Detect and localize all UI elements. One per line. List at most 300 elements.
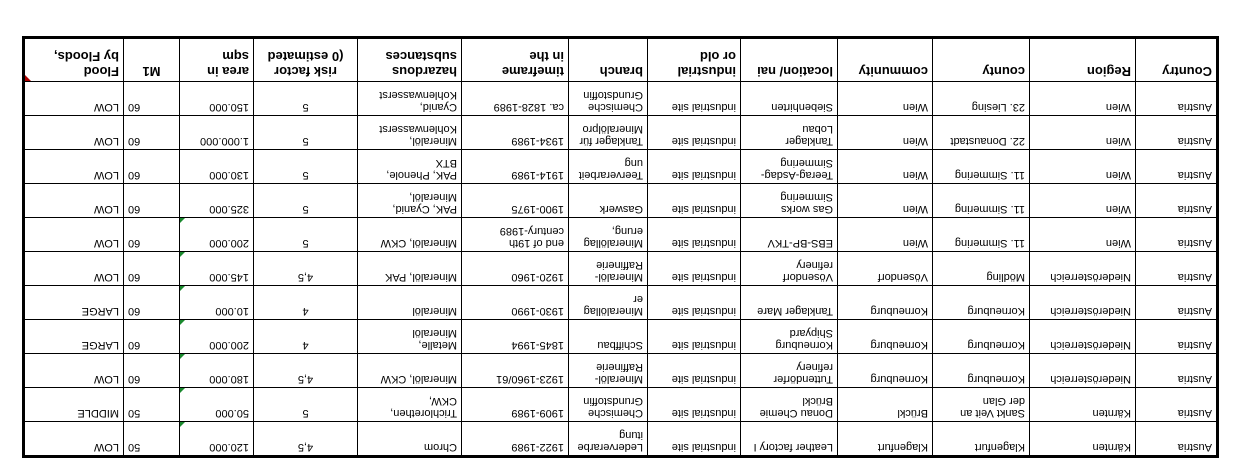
cell-community[interactable] [838, 320, 933, 354]
cell-community[interactable] [838, 150, 933, 184]
cell-area[interactable] [180, 82, 254, 116]
cell-location[interactable] [741, 150, 838, 184]
cell-flood[interactable] [24, 286, 124, 320]
cell-text: 4 [302, 305, 309, 317]
cell-text: 60 [128, 203, 141, 215]
cell-region[interactable] [1030, 422, 1136, 457]
cell-text: industrial site [671, 407, 736, 419]
cell-region[interactable] [1030, 388, 1136, 422]
cell-text: Brückl [897, 407, 928, 419]
cell-text: Tanklager Mare [757, 305, 833, 317]
cell-text: PAK, Cyanid, [392, 203, 457, 215]
cell-text: 60 [128, 169, 141, 181]
cell-text: er [633, 293, 643, 305]
cell-risk-factor[interactable] [254, 354, 358, 388]
cell-community[interactable] [838, 82, 933, 116]
cell-location[interactable] [741, 116, 838, 150]
column-header-flood[interactable] [24, 38, 124, 82]
cell-text: Grundstoffin [583, 395, 643, 407]
cell-location[interactable] [741, 354, 838, 388]
cell-area[interactable] [180, 218, 254, 252]
cell-text: Niederösterreich [1050, 373, 1131, 385]
cell-text: Korneuburg [870, 339, 928, 351]
cell-risk-factor[interactable] [254, 320, 358, 354]
cell-location[interactable] [741, 286, 838, 320]
cell-text: Wien [902, 203, 928, 215]
cell-branch[interactable] [569, 320, 648, 354]
cell-text: Korneuburg [775, 339, 833, 351]
cell-text: 60 [128, 237, 141, 249]
cell-text: Siebenhirten [771, 101, 833, 113]
cell-text: Austria [1177, 339, 1212, 351]
cell-flood[interactable] [24, 184, 124, 218]
header-text: location/ nai [757, 64, 833, 79]
cell-county[interactable] [933, 218, 1030, 252]
cell-location[interactable] [741, 252, 838, 286]
cell-text: 1920-1960 [511, 271, 564, 283]
cell-text: Tuttendörfer [773, 373, 833, 385]
cell-industrial[interactable] [648, 184, 741, 218]
cell-text: Simmering [780, 191, 833, 203]
cell-hazardous-substances[interactable] [358, 82, 462, 116]
cell-text: 5 [302, 407, 309, 419]
cell-risk-factor[interactable] [254, 422, 358, 457]
cell-region[interactable] [1030, 218, 1136, 252]
cell-country[interactable] [1136, 184, 1218, 218]
cell-m1[interactable] [124, 218, 180, 252]
cell-text: industrial site [671, 305, 736, 317]
cell-region[interactable] [1030, 320, 1136, 354]
cell-text: Raffinerie [596, 259, 643, 271]
cell-county[interactable] [933, 184, 1030, 218]
header-text: (0 estimated [267, 49, 344, 64]
cell-timeframe[interactable] [462, 252, 569, 286]
cell-country[interactable] [1136, 82, 1218, 116]
cell-hazardous-substances[interactable] [358, 422, 462, 457]
column-header-region[interactable] [1030, 38, 1136, 82]
cell-flood[interactable] [24, 218, 124, 252]
cell-text: 60 [128, 373, 141, 385]
table-row [24, 286, 1218, 320]
table-row [24, 150, 1218, 184]
cell-timeframe[interactable] [462, 422, 569, 457]
column-header-community[interactable] [838, 38, 933, 82]
cell-text: 200.000 [209, 237, 249, 249]
cell-area[interactable] [180, 354, 254, 388]
column-header-hazardous-substances[interactable] [358, 38, 462, 82]
cell-timeframe[interactable] [462, 354, 569, 388]
cell-area[interactable] [180, 252, 254, 286]
column-header-country[interactable] [1136, 38, 1218, 82]
cell-text: Metalle, [418, 339, 457, 351]
cell-text: Korneuburg [967, 339, 1025, 351]
cell-flood[interactable] [24, 422, 124, 457]
cell-hazardous-substances[interactable] [358, 184, 462, 218]
cell-text: 200.000 [209, 339, 249, 351]
cell-branch[interactable] [569, 116, 648, 150]
cell-text: Kärnten [1092, 407, 1131, 419]
cell-industrial[interactable] [648, 150, 741, 184]
cell-timeframe[interactable] [462, 388, 569, 422]
cell-text: Tanklager für [579, 135, 643, 147]
cell-text: Klagenfurt [877, 441, 928, 453]
header-text: in the [529, 49, 564, 64]
cell-text: Korneuburg [870, 305, 928, 317]
cell-timeframe[interactable] [462, 82, 569, 116]
cell-branch[interactable] [569, 354, 648, 388]
cell-text: Tanklager [785, 135, 833, 147]
cell-location[interactable] [741, 422, 838, 457]
cell-region[interactable] [1030, 252, 1136, 286]
cell-industrial[interactable] [648, 320, 741, 354]
cell-text: Mineralöl, CKW [380, 237, 457, 249]
cell-text: Lobau [802, 123, 833, 135]
cell-text: 5 [302, 135, 309, 147]
cell-text: Chrom [423, 441, 457, 453]
table-row [24, 320, 1218, 354]
column-header-area[interactable] [180, 38, 254, 82]
table-row [24, 388, 1218, 422]
cell-text: CKW, [428, 395, 457, 407]
cell-text: 325.000 [209, 203, 249, 215]
cell-text: 1909-1989 [511, 407, 564, 419]
cell-flood[interactable] [24, 252, 124, 286]
cell-hazardous-substances[interactable] [358, 116, 462, 150]
cell-community[interactable] [838, 422, 933, 457]
cell-county[interactable] [933, 422, 1030, 457]
cell-branch[interactable] [569, 388, 648, 422]
cell-branch[interactable] [569, 184, 648, 218]
cell-industrial[interactable] [648, 354, 741, 388]
cell-text: Raffinerie [596, 361, 643, 373]
cell-text: Wien [902, 135, 928, 147]
cell-country[interactable] [1136, 422, 1218, 457]
cell-risk-factor[interactable] [254, 116, 358, 150]
table-row [24, 82, 1218, 116]
cell-text: Austria [1177, 237, 1212, 249]
cell-text: ung [624, 157, 643, 169]
cell-text: 5 [302, 237, 309, 249]
cell-text: 1900-1975 [511, 203, 564, 215]
cell-region[interactable] [1030, 354, 1136, 388]
cell-text: Cyanid, [419, 101, 457, 113]
cell-branch[interactable] [569, 218, 648, 252]
cell-text: Mineralöl- [594, 373, 643, 385]
cell-community[interactable] [838, 388, 933, 422]
cell-text: 1914-1989 [511, 169, 564, 181]
cell-text: industrial site [671, 101, 736, 113]
cell-text: 60 [128, 101, 141, 113]
cell-hazardous-substances[interactable] [358, 218, 462, 252]
cell-industrial[interactable] [648, 422, 741, 457]
cell-flood[interactable] [24, 150, 124, 184]
cell-hazardous-substances[interactable] [358, 320, 462, 354]
cell-text: EBS-BP-TKV [767, 237, 833, 249]
cell-community[interactable] [838, 116, 933, 150]
cell-hazardous-substances[interactable] [358, 286, 462, 320]
cell-text: BTX [435, 157, 457, 169]
cell-text: 4,5 [297, 373, 314, 385]
cell-country[interactable] [1136, 116, 1218, 150]
cell-text: Wien [1105, 135, 1131, 147]
cell-text: 180.000 [209, 373, 249, 385]
cell-text: 1845-1994 [511, 339, 564, 351]
cell-timeframe[interactable] [462, 320, 569, 354]
cell-text: Trichlorethen, [390, 407, 457, 419]
cell-area[interactable] [180, 320, 254, 354]
cell-industrial[interactable] [648, 218, 741, 252]
cell-country[interactable] [1136, 252, 1218, 286]
contaminated-sites-table [22, 36, 1219, 458]
cell-text: 5 [302, 169, 309, 181]
cell-location[interactable] [741, 82, 838, 116]
cell-area[interactable] [180, 116, 254, 150]
cell-county[interactable] [933, 320, 1030, 354]
column-header-location[interactable] [741, 38, 838, 82]
cell-industrial[interactable] [648, 286, 741, 320]
cell-m1[interactable] [124, 184, 180, 218]
cell-area[interactable] [180, 422, 254, 457]
cell-text: Mineralöllag [583, 237, 643, 249]
cell-timeframe[interactable] [462, 184, 569, 218]
cell-text: LOW [93, 169, 119, 181]
header-text: M1 [142, 64, 161, 79]
cell-text: Chemische [587, 407, 643, 419]
cell-flood[interactable] [24, 116, 124, 150]
cell-country[interactable] [1136, 388, 1218, 422]
cell-text: Mineralöl, PAK [385, 271, 457, 283]
cell-text: Austria [1177, 135, 1212, 147]
cell-timeframe[interactable] [462, 116, 569, 150]
cell-region[interactable] [1030, 286, 1136, 320]
cell-flood[interactable] [24, 82, 124, 116]
cell-location[interactable] [741, 320, 838, 354]
column-header-county[interactable] [933, 38, 1030, 82]
cell-text: 120.000 [209, 441, 249, 453]
cell-text: Sankt Veit an [960, 407, 1025, 419]
cell-branch[interactable] [569, 150, 648, 184]
cell-text: Austria [1177, 101, 1212, 113]
cell-industrial[interactable] [648, 116, 741, 150]
header-text: industrial [677, 64, 736, 79]
cell-region[interactable] [1030, 184, 1136, 218]
cell-text: 50.000 [215, 407, 249, 419]
cell-text: itung [619, 429, 643, 441]
cell-text: Austria [1177, 407, 1212, 419]
cell-region[interactable] [1030, 150, 1136, 184]
cell-risk-factor[interactable] [254, 388, 358, 422]
cell-m1[interactable] [124, 252, 180, 286]
cell-text: Vösendorf [782, 271, 833, 283]
cell-text: Simmering [780, 157, 833, 169]
cell-text: Wien [902, 169, 928, 181]
table-row [24, 422, 1218, 457]
cell-community[interactable] [838, 252, 933, 286]
cell-text: 1923-1960/61 [496, 373, 564, 385]
column-header-m1[interactable] [124, 38, 180, 82]
cell-location[interactable] [741, 184, 838, 218]
cell-risk-factor[interactable] [254, 218, 358, 252]
cell-text: 60 [128, 339, 141, 351]
cell-text: Schiffbau [597, 339, 643, 351]
cell-text: Donau Chemie [759, 407, 833, 419]
cell-text: industrial site [671, 373, 736, 385]
cell-text: Mineralöl, CKW [380, 373, 457, 385]
header-text: substances [385, 49, 457, 64]
cell-hazardous-substances[interactable] [358, 354, 462, 388]
cell-text: Mineralöl [412, 327, 457, 339]
cell-text: 10.000 [215, 305, 249, 317]
cell-m1[interactable] [124, 286, 180, 320]
column-header-risk-factor[interactable] [254, 38, 358, 82]
cell-timeframe[interactable] [462, 218, 569, 252]
cell-m1[interactable] [124, 320, 180, 354]
cell-location[interactable] [741, 218, 838, 252]
cell-text: Kärnten [1092, 441, 1131, 453]
cell-area[interactable] [180, 184, 254, 218]
cell-text: Chemische [587, 101, 643, 113]
cell-flood[interactable] [24, 354, 124, 388]
table-row [24, 116, 1218, 150]
cell-risk-factor[interactable] [254, 82, 358, 116]
cell-risk-factor[interactable] [254, 184, 358, 218]
cell-text: 145.000 [209, 271, 249, 283]
cell-text: Wien [902, 101, 928, 113]
cell-risk-factor[interactable] [254, 286, 358, 320]
cell-hazardous-substances[interactable] [358, 388, 462, 422]
cell-text: 23. Liesing [971, 101, 1025, 113]
column-header-industrial[interactable] [648, 38, 741, 82]
cell-text: 11. Simmering [954, 237, 1025, 249]
cell-text: LOW [93, 373, 119, 385]
table-row [24, 218, 1218, 252]
cell-text: 150.000 [209, 101, 249, 113]
cell-branch[interactable] [569, 252, 648, 286]
cell-hazardous-substances[interactable] [358, 150, 462, 184]
column-header-branch[interactable] [569, 38, 648, 82]
cell-industrial[interactable] [648, 388, 741, 422]
cell-country[interactable] [1136, 320, 1218, 354]
cell-text: LOW [93, 203, 119, 215]
cell-text: PAK, Phenole, [386, 169, 457, 181]
cell-text: Brückl [802, 395, 833, 407]
cell-county[interactable] [933, 116, 1030, 150]
cell-region[interactable] [1030, 116, 1136, 150]
cell-county[interactable] [933, 286, 1030, 320]
cell-branch[interactable] [569, 82, 648, 116]
cell-country[interactable] [1136, 218, 1218, 252]
cell-industrial[interactable] [648, 252, 741, 286]
cell-text: Wien [1105, 203, 1131, 215]
cell-area[interactable] [180, 388, 254, 422]
cell-county[interactable] [933, 82, 1030, 116]
header-text: Flood [83, 64, 119, 79]
cell-text: Austria [1177, 441, 1212, 453]
cell-text: 130.000 [209, 169, 249, 181]
cell-area[interactable] [180, 286, 254, 320]
cell-text: Austria [1177, 305, 1212, 317]
cell-text: Gaswerk [599, 203, 643, 215]
cell-text: LOW [93, 271, 119, 283]
table-row [24, 252, 1218, 286]
cell-county[interactable] [933, 252, 1030, 286]
cell-text: Mineralölpro [582, 123, 643, 135]
cell-timeframe[interactable] [462, 286, 569, 320]
comment-indicator-icon[interactable] [25, 75, 31, 81]
cell-m1[interactable] [124, 150, 180, 184]
cell-m1[interactable] [124, 422, 180, 457]
cell-text: 50 [128, 407, 141, 419]
cell-text: Wien [902, 237, 928, 249]
cell-branch[interactable] [569, 286, 648, 320]
cell-text: LARGE [81, 339, 119, 351]
cell-text: industrial site [671, 441, 736, 453]
cell-text: 4,5 [297, 271, 314, 283]
cell-text: industrial site [671, 203, 736, 215]
cell-county[interactable] [933, 388, 1030, 422]
cell-text: LARGE [81, 305, 119, 317]
cell-text: Mineralöl- [594, 271, 643, 283]
cell-m1[interactable] [124, 388, 180, 422]
cell-text: 1922-1989 [511, 441, 564, 453]
cell-risk-factor[interactable] [254, 252, 358, 286]
cell-county[interactable] [933, 354, 1030, 388]
cell-industrial[interactable] [648, 82, 741, 116]
cell-hazardous-substances[interactable] [358, 252, 462, 286]
cell-text: LOW [93, 135, 119, 147]
cell-county[interactable] [933, 150, 1030, 184]
cell-text: Niederösterreich [1050, 305, 1131, 317]
cell-country[interactable] [1136, 150, 1218, 184]
header-text: by Floods, [54, 49, 119, 64]
cell-region[interactable] [1030, 82, 1136, 116]
cell-text: Gas works [781, 203, 833, 215]
cell-risk-factor[interactable] [254, 150, 358, 184]
cell-text: Lederverarbe [577, 441, 643, 453]
cell-community[interactable] [838, 354, 933, 388]
cell-location[interactable] [741, 388, 838, 422]
cell-flood[interactable] [24, 388, 124, 422]
cell-timeframe[interactable] [462, 150, 569, 184]
cell-text: 50 [128, 441, 141, 453]
header-text: Country [1162, 64, 1212, 79]
header-text: risk factor [274, 64, 337, 79]
cell-text: Austria [1177, 271, 1212, 283]
cell-text: industrial site [671, 339, 736, 351]
cell-text: 60 [128, 305, 141, 317]
cell-m1[interactable] [124, 82, 180, 116]
cell-text: end of 19th [508, 237, 564, 249]
cell-text: Korneuburg [967, 305, 1025, 317]
cell-text: Austria [1177, 203, 1212, 215]
cell-flood[interactable] [24, 320, 124, 354]
cell-country[interactable] [1136, 286, 1218, 320]
cell-area[interactable] [180, 150, 254, 184]
cell-community[interactable] [838, 218, 933, 252]
cell-community[interactable] [838, 286, 933, 320]
column-header-timeframe[interactable] [462, 38, 569, 82]
cell-branch[interactable] [569, 422, 648, 457]
cell-text: 5 [302, 101, 309, 113]
cell-m1[interactable] [124, 116, 180, 150]
cell-country[interactable] [1136, 354, 1218, 388]
header-text: or old [699, 49, 736, 64]
cell-m1[interactable] [124, 354, 180, 388]
cell-text: Korneuburg [870, 373, 928, 385]
cell-text: Teerverarbeit [578, 169, 643, 181]
cell-community[interactable] [838, 184, 933, 218]
cell-text: 5 [302, 203, 309, 215]
